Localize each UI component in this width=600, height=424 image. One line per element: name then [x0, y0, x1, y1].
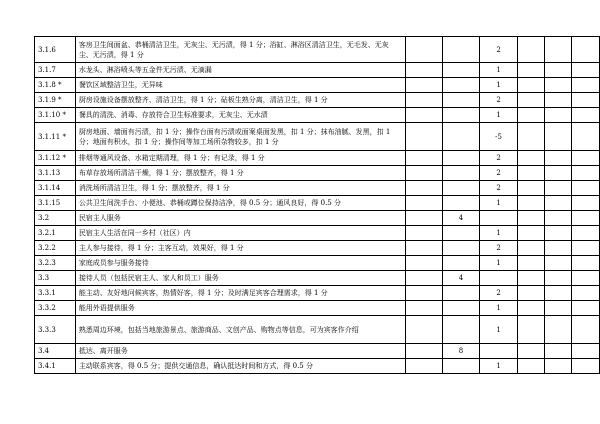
score-col-2-cell — [442, 301, 480, 316]
item-description-cell: 厨房地面、墙面有污渍，扣 1 分；操作台面有污渍或面案桌面发黑，扣 1 分；抹布油腻、发黑，扣 1 分；地面有积水，扣 1 分；操作间等加工场所杂物较多，扣 1 分 — [75, 123, 405, 151]
score-col-1-cell — [406, 108, 443, 123]
item-description-cell: 主动联系宾客，得 0.5 分；提供交通信息，确认抵达时间和方式，得 0.5 分 — [75, 359, 405, 374]
blank-cell-3 — [572, 211, 600, 226]
score-col-2-cell — [442, 241, 480, 256]
score-col-2-cell — [442, 78, 480, 93]
score-col-2-cell — [442, 316, 480, 344]
table-row — [35, 211, 600, 226]
item-description-cell: 民宿主人服务 — [75, 211, 405, 226]
table-row — [35, 123, 600, 151]
blank-cell-1 — [517, 241, 544, 256]
blank-cell-3 — [572, 63, 600, 78]
score-col-2-cell — [442, 359, 480, 374]
score-col-3-cell: 1 — [480, 108, 518, 123]
item-code-cell: 3.2.3 — [35, 256, 76, 271]
score-col-3-cell: 1 — [480, 63, 518, 78]
blank-cell-3 — [572, 301, 600, 316]
score-col-2-cell — [442, 123, 480, 151]
score-col-2-cell — [442, 37, 480, 63]
table-row — [35, 316, 600, 344]
score-col-1-cell — [406, 123, 443, 151]
score-col-2-cell — [442, 286, 480, 301]
item-code-cell: 3.1.6 — [35, 37, 76, 63]
score-col-3-cell — [480, 344, 518, 359]
blank-cell-2 — [544, 241, 572, 256]
blank-cell-3 — [572, 181, 600, 196]
item-code-cell: 3.1.15 — [35, 196, 76, 211]
table-row — [35, 93, 600, 108]
score-col-1-cell — [406, 151, 443, 166]
item-code-cell: 3.1.13 — [35, 166, 76, 181]
score-col-3-cell: 2 — [480, 37, 518, 63]
blank-cell-3 — [572, 166, 600, 181]
score-col-1-cell — [406, 286, 443, 301]
blank-cell-3 — [572, 286, 600, 301]
blank-cell-1 — [517, 93, 544, 108]
scoring-table — [34, 36, 600, 374]
score-col-2-cell — [442, 226, 480, 241]
item-code-cell: 3.1.10 * — [35, 108, 76, 123]
table-row — [35, 181, 600, 196]
score-col-3-cell: 2 — [480, 241, 518, 256]
item-description-cell: 排烟等通风设备、水箱定期清理，得 1 分；有记录，得 1 分 — [75, 151, 405, 166]
blank-cell-1 — [517, 211, 544, 226]
score-col-3-cell: 1 — [480, 301, 518, 316]
table-row — [35, 241, 600, 256]
table-body — [35, 37, 600, 374]
item-code-cell: 3.3.1 — [35, 286, 76, 301]
item-description-cell: 能用外语提供服务 — [75, 301, 405, 316]
table-row — [35, 166, 600, 181]
blank-cell-3 — [572, 196, 600, 211]
item-description-cell: 能主动、友好地问候宾客，热情好客，得 1 分；及时满足宾客合理需求，得 1 分 — [75, 286, 405, 301]
table-row — [35, 78, 600, 93]
blank-cell-3 — [572, 344, 600, 359]
blank-cell-3 — [572, 226, 600, 241]
score-col-3-cell: 2 — [480, 286, 518, 301]
blank-cell-2 — [544, 226, 572, 241]
score-col-1-cell — [406, 344, 443, 359]
blank-cell-2 — [544, 344, 572, 359]
item-code-cell: 3.3 — [35, 271, 76, 286]
score-col-1-cell — [406, 301, 443, 316]
item-description-cell: 餐具的清洗、消毒、存放符合卫生标准要求，无灰尘、无水渍 — [75, 108, 405, 123]
blank-cell-1 — [517, 271, 544, 286]
item-description-cell: 接待人员（包括民宿主人、家人和员工）服务 — [75, 271, 405, 286]
blank-cell-2 — [544, 93, 572, 108]
blank-cell-1 — [517, 256, 544, 271]
blank-cell-2 — [544, 166, 572, 181]
score-col-1-cell — [406, 166, 443, 181]
table-row — [35, 108, 600, 123]
score-col-2-cell — [442, 151, 480, 166]
score-col-1-cell — [406, 93, 443, 108]
score-col-3-cell: 2 — [480, 181, 518, 196]
item-description-cell: 餐饮区域整洁卫生，无异味 — [75, 78, 405, 93]
score-col-3-cell: 2 — [480, 166, 518, 181]
score-col-3-cell: 2 — [480, 93, 518, 108]
table-row — [35, 271, 600, 286]
item-description-cell: 厨房设施设备摆放整齐、清洁卫生，得 1 分；砧板生熟分离，清洁卫生，得 1 分 — [75, 93, 405, 108]
blank-cell-3 — [572, 78, 600, 93]
score-col-1-cell — [406, 37, 443, 63]
item-description-cell: 公共卫生间洗手台、小便池、恭桶或蹲位保持洁净，得 0.5 分；通风良好，得 0.5 分 — [75, 196, 405, 211]
blank-cell-3 — [572, 93, 600, 108]
blank-cell-1 — [517, 123, 544, 151]
blank-cell-2 — [544, 196, 572, 211]
score-col-2-cell: 4 — [442, 271, 480, 286]
blank-cell-2 — [544, 123, 572, 151]
blank-cell-3 — [572, 316, 600, 344]
score-col-1-cell — [406, 196, 443, 211]
blank-cell-1 — [517, 301, 544, 316]
table-row — [35, 226, 600, 241]
score-col-1-cell — [406, 359, 443, 374]
blank-cell-3 — [572, 108, 600, 123]
item-code-cell: 3.1.9 * — [35, 93, 76, 108]
blank-cell-3 — [572, 151, 600, 166]
score-col-3-cell: -5 — [480, 123, 518, 151]
score-col-3-cell: 1 — [480, 359, 518, 374]
score-col-2-cell: 8 — [442, 344, 480, 359]
blank-cell-2 — [544, 63, 572, 78]
table-row — [35, 359, 600, 374]
blank-cell-2 — [544, 78, 572, 93]
blank-cell-1 — [517, 286, 544, 301]
blank-cell-2 — [544, 301, 572, 316]
score-col-1-cell — [406, 316, 443, 344]
table-row — [35, 63, 600, 78]
blank-cell-3 — [572, 271, 600, 286]
item-description-cell: 民宿主人生活在同一乡村（社区）内 — [75, 226, 405, 241]
score-col-3-cell: 2 — [480, 151, 518, 166]
table-row — [35, 286, 600, 301]
score-col-1-cell — [406, 211, 443, 226]
blank-cell-2 — [544, 359, 572, 374]
blank-cell-2 — [544, 108, 572, 123]
item-code-cell: 3.2.1 — [35, 226, 76, 241]
blank-cell-1 — [517, 37, 544, 63]
blank-cell-3 — [572, 256, 600, 271]
score-col-1-cell — [406, 181, 443, 196]
blank-cell-3 — [572, 241, 600, 256]
blank-cell-2 — [544, 151, 572, 166]
item-code-cell: 3.3.3 — [35, 316, 76, 344]
table-row — [35, 196, 600, 211]
score-col-2-cell — [442, 63, 480, 78]
item-code-cell: 3.4 — [35, 344, 76, 359]
blank-cell-1 — [517, 181, 544, 196]
score-col-3-cell: 1 — [480, 196, 518, 211]
blank-cell-2 — [544, 256, 572, 271]
score-col-3-cell: 1 — [480, 78, 518, 93]
item-code-cell: 3.4.1 — [35, 359, 76, 374]
score-col-2-cell — [442, 256, 480, 271]
blank-cell-2 — [544, 271, 572, 286]
table-row — [35, 151, 600, 166]
blank-cell-1 — [517, 151, 544, 166]
blank-cell-2 — [544, 316, 572, 344]
score-col-3-cell: 1 — [480, 316, 518, 344]
item-code-cell: 3.2.2 — [35, 241, 76, 256]
score-col-1-cell — [406, 226, 443, 241]
table-row — [35, 37, 600, 63]
score-col-1-cell — [406, 256, 443, 271]
item-code-cell: 3.1.8 * — [35, 78, 76, 93]
score-col-2-cell — [442, 108, 480, 123]
score-col-2-cell: 4 — [442, 211, 480, 226]
item-code-cell: 3.1.14 — [35, 181, 76, 196]
score-col-1-cell — [406, 241, 443, 256]
score-col-1-cell — [406, 78, 443, 93]
item-description-cell: 消洗场所清洁卫生，得 1 分；摆放整齐，得 1 分 — [75, 181, 405, 196]
score-col-3-cell — [480, 211, 518, 226]
blank-cell-1 — [517, 226, 544, 241]
blank-cell-2 — [544, 211, 572, 226]
item-description-cell: 主人参与接待，得 1 分；主客互动，效果好，得 1 分 — [75, 241, 405, 256]
blank-cell-1 — [517, 359, 544, 374]
blank-cell-1 — [517, 78, 544, 93]
item-description-cell: 家庭成员参与服务接待 — [75, 256, 405, 271]
table-row — [35, 301, 600, 316]
score-col-3-cell: 1 — [480, 256, 518, 271]
table-row — [35, 256, 600, 271]
blank-cell-1 — [517, 108, 544, 123]
score-col-2-cell — [442, 181, 480, 196]
item-description-cell: 抵达、离开服务 — [75, 344, 405, 359]
blank-cell-1 — [517, 196, 544, 211]
item-description-cell: 水龙头、淋浴喷头等五金件无污渍、无滴漏 — [75, 63, 405, 78]
score-col-3-cell: 1 — [480, 226, 518, 241]
item-code-cell: 3.3.2 — [35, 301, 76, 316]
blank-cell-1 — [517, 316, 544, 344]
blank-cell-2 — [544, 181, 572, 196]
score-col-2-cell — [442, 196, 480, 211]
table-row — [35, 344, 600, 359]
score-col-1-cell — [406, 271, 443, 286]
blank-cell-3 — [572, 359, 600, 374]
item-code-cell: 3.1.12 * — [35, 151, 76, 166]
score-col-2-cell — [442, 93, 480, 108]
score-col-1-cell — [406, 63, 443, 78]
score-col-3-cell — [480, 271, 518, 286]
blank-cell-1 — [517, 166, 544, 181]
item-code-cell: 3.1.11 * — [35, 123, 76, 151]
blank-cell-3 — [572, 37, 600, 63]
blank-cell-1 — [517, 63, 544, 78]
item-description-cell: 布草存放场所清洁干燥，得 1 分；摆放整齐，得 1 分 — [75, 166, 405, 181]
item-description-cell: 客房卫生间面盆、恭桶清洁卫生，无灰尘、无污渍，得 1 分；浴缸、淋浴区清洁卫生，无毛发、无灰尘、无污渍，得 1 分 — [75, 37, 405, 63]
score-col-2-cell — [442, 166, 480, 181]
blank-cell-1 — [517, 344, 544, 359]
item-description-cell: 熟悉周边环境，包括当地旅游景点、旅游商品、文创产品、购物点等信息，可为宾客作介绍 — [75, 316, 405, 344]
blank-cell-2 — [544, 286, 572, 301]
item-code-cell: 3.1.7 — [35, 63, 76, 78]
item-code-cell: 3.2 — [35, 211, 76, 226]
blank-cell-3 — [572, 123, 600, 151]
blank-cell-2 — [544, 37, 572, 63]
